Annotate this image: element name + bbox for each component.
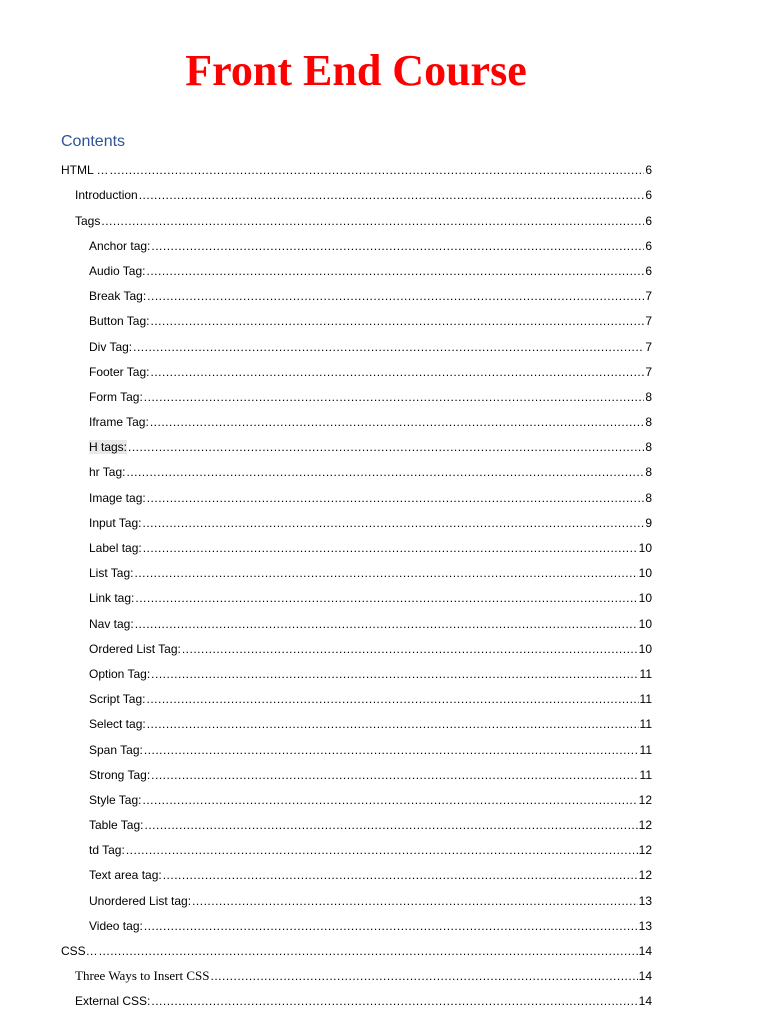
toc-entry-label: HTML … (61, 163, 109, 178)
toc-entry-label: Anchor tag: (89, 238, 151, 253)
document-title: Front End Course (185, 46, 527, 95)
toc-entry-label: Text area tag: (89, 868, 162, 883)
toc-dot-leader (182, 642, 638, 656)
toc-entry-label: External CSS: (75, 994, 151, 1009)
toc-entry[interactable] (61, 533, 652, 558)
toc-dot-leader (144, 390, 645, 404)
toc-entry-label: Link tag: (89, 591, 135, 606)
toc-page-number: 8 (645, 415, 652, 430)
toc-entry-label: Label tag: (89, 541, 142, 555)
toc-entry-label: Nav tag: (89, 616, 134, 631)
toc-entry-label: Unordered List tag: (89, 893, 192, 908)
toc-page-number: 8 (645, 440, 652, 455)
toc-entry[interactable] (61, 306, 652, 331)
toc-dot-leader (151, 768, 638, 782)
toc-dot-leader (99, 944, 638, 958)
toc-page-number: 11 (639, 666, 652, 681)
toc-entry[interactable] (61, 659, 652, 684)
toc-entry[interactable] (61, 734, 652, 759)
toc-entry-label: Iframe Tag: (89, 415, 149, 430)
toc-entry-label: Audio Tag: (89, 263, 146, 278)
toc-page-number: 12 (638, 792, 652, 807)
toc-dot-leader (210, 969, 637, 983)
toc-entry[interactable] (61, 785, 652, 810)
toc-entry-label: Introduction (75, 188, 138, 203)
toc-page-number: 12 (638, 818, 652, 833)
toc-entry[interactable] (61, 936, 652, 961)
toc-entry-label: Table Tag: (89, 818, 144, 833)
contents-heading: Contents (61, 133, 126, 150)
toc-page-number: 10 (638, 641, 652, 656)
toc-dot-leader (128, 440, 644, 454)
toc-dot-leader (110, 163, 645, 177)
toc-entry[interactable] (61, 281, 652, 306)
toc-entry[interactable] (61, 180, 652, 205)
toc-entry-label: Select tag: (89, 717, 146, 732)
toc-dot-leader (134, 566, 637, 580)
table-of-contents (61, 155, 652, 1011)
toc-entry[interactable] (61, 155, 652, 180)
toc-entry-label: Button Tag: (89, 314, 150, 329)
toc-entry[interactable] (61, 810, 652, 835)
toc-page-number: 6 (645, 188, 652, 203)
toc-page-number: 6 (645, 163, 652, 178)
toc-entry-label: Ordered List Tag: (89, 641, 181, 656)
toc-entry-label: List Tag: (89, 566, 134, 581)
toc-page-number: 14 (638, 994, 652, 1009)
toc-entry[interactable] (61, 382, 652, 407)
toc-entry-label: CSS… (61, 944, 98, 958)
toc-entry-label: Tags (75, 213, 101, 228)
toc-dot-leader (145, 818, 638, 832)
toc-dot-leader (150, 415, 645, 429)
toc-dot-leader (151, 667, 638, 681)
toc-page-number: 8 (645, 465, 652, 480)
toc-entry[interactable] (61, 432, 652, 457)
toc-dot-leader (151, 239, 644, 253)
toc-page-number: 10 (638, 616, 652, 631)
toc-dot-leader (151, 994, 637, 1008)
toc-dot-leader (126, 843, 638, 857)
toc-page-number: 8 (645, 389, 652, 404)
toc-entry-label: Style Tag: (89, 792, 142, 807)
toc-entry[interactable] (61, 961, 652, 986)
toc-dot-leader (150, 365, 644, 379)
toc-dot-leader (192, 894, 638, 908)
toc-page-number: 14 (638, 969, 652, 984)
toc-dot-leader (147, 264, 645, 278)
toc-dot-leader (147, 717, 639, 731)
toc-page-number: 6 (645, 263, 652, 278)
toc-page-number: 6 (645, 238, 652, 253)
toc-dot-leader (135, 591, 637, 605)
toc-entry-label: Image tag: (89, 490, 146, 505)
toc-page-number: 10 (638, 566, 652, 581)
toc-dot-leader (144, 743, 639, 757)
toc-entry[interactable] (61, 482, 652, 507)
toc-entry-label: Div Tag: (89, 339, 133, 354)
toc-entry-label: Input Tag: (89, 515, 142, 530)
toc-dot-leader (142, 793, 637, 807)
toc-page-number: 7 (645, 339, 652, 354)
toc-dot-leader (135, 617, 638, 631)
toc-entry-label: Break Tag: (89, 289, 147, 304)
toc-entry-label: Video tag: (89, 918, 143, 933)
toc-entry[interactable] (61, 205, 652, 230)
toc-dot-leader (139, 188, 645, 202)
toc-dot-leader (151, 314, 645, 328)
toc-page-number: 12 (638, 843, 652, 858)
toc-entry[interactable] (61, 357, 652, 382)
toc-page-number: 7 (645, 289, 652, 304)
toc-entry-label: H tags: (89, 440, 128, 455)
toc-dot-leader (147, 491, 645, 505)
toc-entry-label: Strong Tag: (89, 767, 151, 782)
toc-page-number: 11 (639, 717, 652, 732)
toc-page-number: 7 (645, 314, 652, 329)
toc-entry-label: Three Ways to Insert CSS (75, 968, 210, 984)
toc-entry-label: Span Tag: (89, 742, 143, 757)
toc-page-number: 11 (639, 767, 652, 782)
toc-entry[interactable] (61, 457, 652, 482)
toc-entry[interactable] (61, 634, 652, 659)
toc-page-number: 12 (638, 868, 652, 883)
toc-entry-label: Script Tag: (89, 692, 146, 707)
toc-page-number: 13 (638, 918, 652, 933)
toc-entry[interactable] (61, 911, 652, 936)
toc-entry-label: Form Tag: (89, 389, 143, 404)
toc-dot-leader (101, 214, 644, 228)
toc-entry[interactable] (61, 684, 652, 709)
toc-entry-label: Footer Tag: (89, 364, 150, 379)
toc-dot-leader (143, 541, 638, 555)
toc-dot-leader (143, 516, 645, 530)
toc-entry[interactable] (61, 986, 652, 1011)
toc-page-number: 9 (645, 515, 652, 530)
toc-dot-leader (133, 340, 644, 354)
toc-entry[interactable] (61, 508, 652, 533)
toc-entry[interactable] (61, 331, 652, 356)
toc-entry[interactable] (61, 558, 652, 583)
toc-dot-leader (146, 692, 638, 706)
toc-entry[interactable] (61, 885, 652, 910)
toc-dot-leader (163, 868, 638, 882)
toc-dot-leader (126, 465, 644, 479)
toc-page-number: 11 (639, 742, 652, 757)
toc-entry[interactable] (61, 835, 652, 860)
toc-dot-leader (144, 919, 638, 933)
toc-entry-label: td Tag: (89, 843, 125, 858)
toc-page-number: 10 (638, 591, 652, 606)
toc-entry[interactable] (61, 256, 652, 281)
toc-page-number: 6 (645, 213, 652, 228)
toc-entry[interactable] (61, 608, 652, 633)
toc-entry[interactable] (61, 760, 652, 785)
toc-entry-label: Option Tag: (89, 666, 151, 681)
toc-entry[interactable] (61, 860, 652, 885)
toc-entry[interactable] (61, 407, 652, 432)
toc-entry-label: hr Tag: (89, 465, 126, 480)
toc-entry[interactable] (61, 231, 652, 256)
toc-entry[interactable] (61, 583, 652, 608)
toc-page-number: 7 (645, 364, 652, 379)
toc-page-number: 8 (645, 490, 652, 505)
toc-page-number: 11 (639, 692, 652, 707)
toc-dot-leader (147, 289, 644, 303)
toc-page-number: 14 (638, 944, 652, 958)
toc-page-number: 13 (638, 893, 652, 908)
toc-entry[interactable] (61, 709, 652, 734)
toc-page-number: 10 (638, 541, 652, 555)
